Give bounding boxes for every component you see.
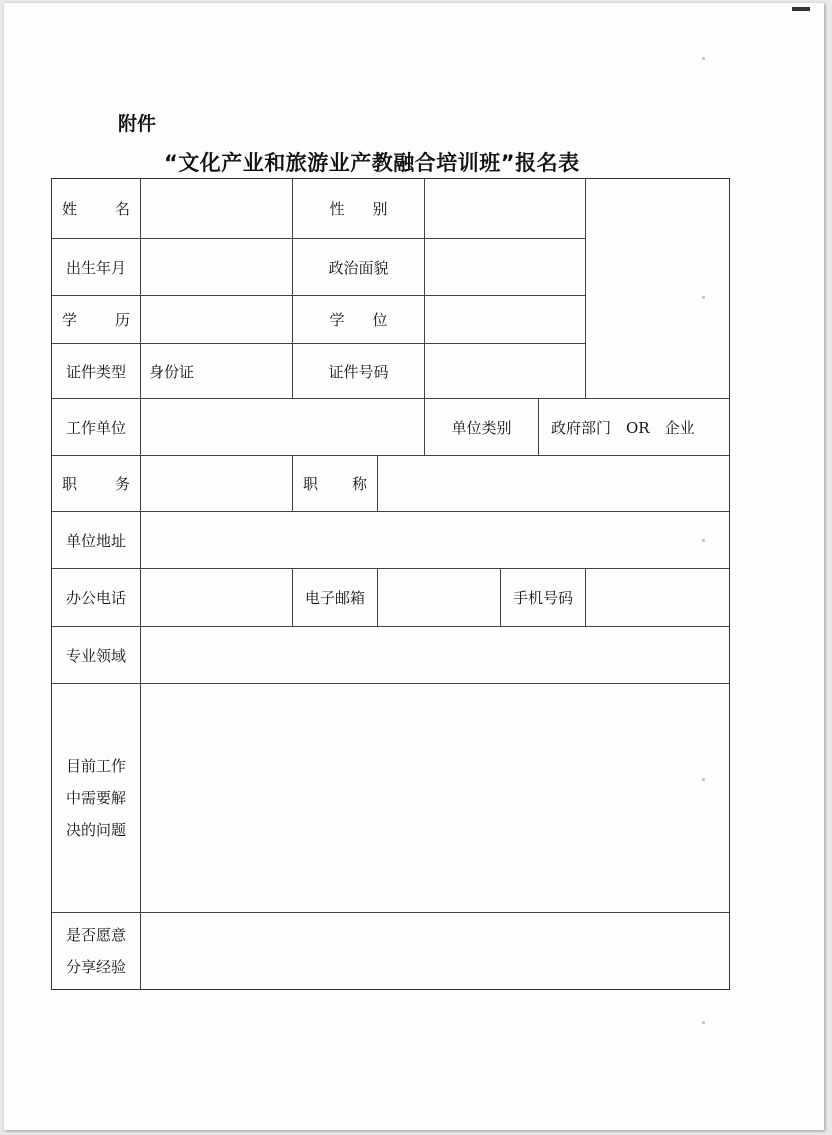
employer-field[interactable] bbox=[141, 399, 424, 455]
specialty-field[interactable] bbox=[141, 627, 729, 683]
degree-label: 学 位 bbox=[329, 311, 388, 329]
id-type-field[interactable]: 身份证 bbox=[149, 362, 195, 381]
professional-title-label: 职 称 bbox=[303, 475, 367, 493]
form-title: “文化产业和旅游业产教融合培训班”报名表 bbox=[164, 151, 580, 175]
political-status-label: 政治面貌 bbox=[328, 258, 389, 277]
name-label: 姓 名 bbox=[62, 200, 130, 218]
share-experience-field[interactable] bbox=[141, 913, 729, 989]
photo-box[interactable] bbox=[586, 179, 729, 398]
employer-type-field[interactable]: 政府部门 OR 企业 bbox=[551, 418, 695, 437]
degree-field[interactable] bbox=[425, 296, 585, 343]
address-label: 单位地址 bbox=[65, 531, 126, 550]
position-label: 职 务 bbox=[62, 475, 130, 493]
employer-label: 工作单位 bbox=[65, 418, 126, 437]
education-label: 学 历 bbox=[62, 311, 130, 329]
email-label: 电子邮箱 bbox=[304, 589, 365, 607]
birth-date-field[interactable] bbox=[141, 239, 292, 295]
political-status-field[interactable] bbox=[425, 239, 585, 295]
email-field[interactable] bbox=[378, 569, 500, 626]
birth-date-label: 出生年月 bbox=[65, 258, 126, 277]
professional-title-field[interactable] bbox=[378, 456, 729, 511]
address-field[interactable] bbox=[141, 512, 729, 568]
current-problems-field[interactable] bbox=[141, 684, 729, 912]
employer-type-label: 单位类别 bbox=[451, 418, 512, 437]
id-number-label: 证件号码 bbox=[328, 362, 389, 381]
education-field[interactable] bbox=[141, 296, 292, 343]
office-phone-label: 办公电话 bbox=[65, 589, 126, 607]
scan-speck bbox=[702, 57, 705, 60]
name-field[interactable] bbox=[141, 179, 292, 238]
gender-label: 性 别 bbox=[329, 200, 388, 218]
gender-field[interactable] bbox=[425, 179, 585, 238]
registration-form-table bbox=[51, 178, 730, 990]
id-type-label: 证件类型 bbox=[65, 362, 126, 381]
share-experience-label: 是否愿意 分享经验 bbox=[65, 926, 126, 976]
office-phone-field[interactable] bbox=[141, 569, 292, 626]
id-number-field[interactable] bbox=[425, 344, 585, 398]
attachment-label: 附件 bbox=[118, 113, 157, 135]
scan-speck bbox=[702, 1021, 705, 1024]
specialty-label: 专业领域 bbox=[65, 646, 126, 665]
mobile-field[interactable] bbox=[586, 569, 729, 626]
document-page bbox=[4, 3, 824, 1130]
position-field[interactable] bbox=[141, 456, 292, 511]
current-problems-label: 目前工作 中需要解 决的问题 bbox=[65, 757, 126, 839]
scan-mark bbox=[792, 7, 810, 11]
mobile-label: 手机号码 bbox=[512, 589, 573, 607]
